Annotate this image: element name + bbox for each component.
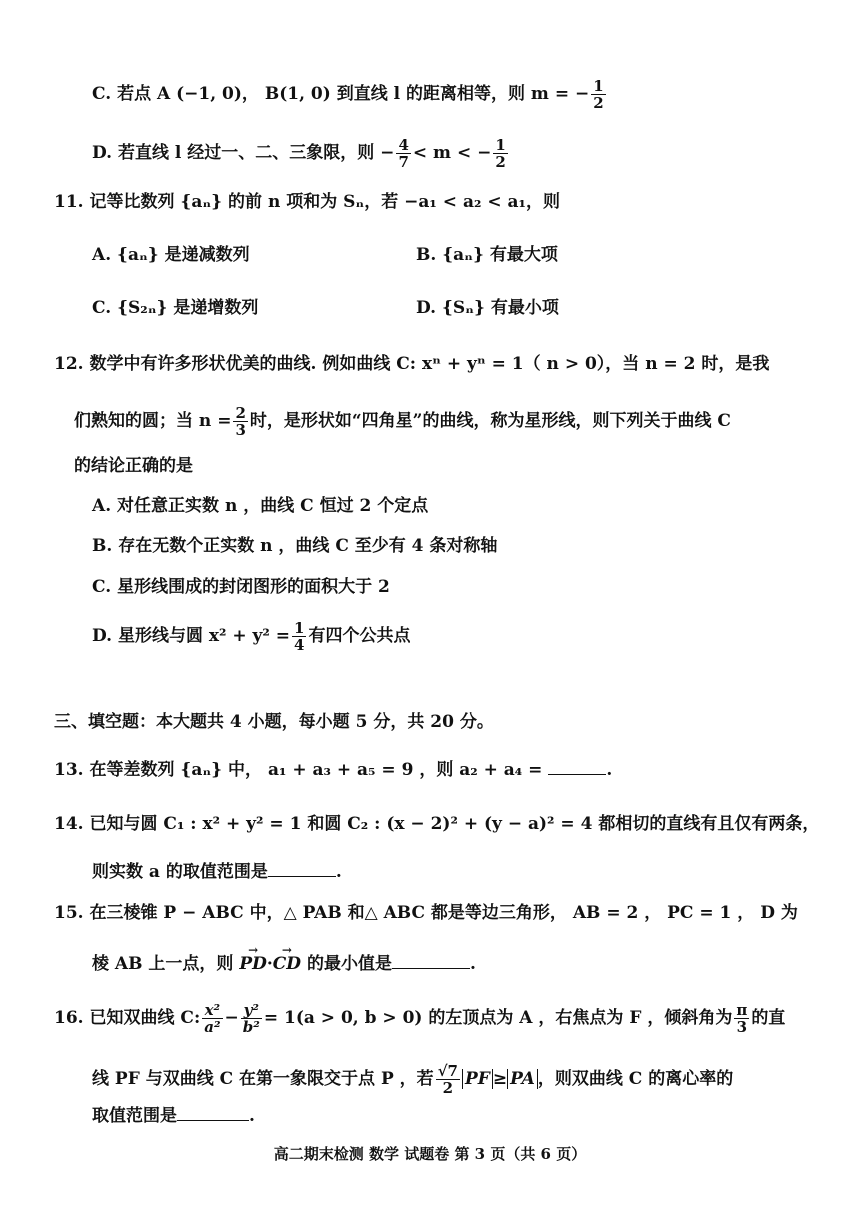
q10-option-d-text: D. 若直线 l 经过一、二、三象限，则 − <box>92 143 395 163</box>
fraction-numerator: 1 <box>495 136 506 154</box>
fraction-numerator: √7 <box>437 1062 458 1080</box>
q12-option-d <box>92 620 410 653</box>
fraction <box>734 1002 749 1035</box>
q14-line1: 14. 已知与圆 C₁ : x² + y² = 1 和圆 C₂ : (x − 2)² + (y − a)² = 4 都相切的直线有且仅有两条， <box>54 814 820 834</box>
q13: 13. 在等差数列 {aₙ} 中， a₁ + a₃ + a₅ = 9 ，则 a₂ + a₄ = . <box>54 760 613 780</box>
q15-line2-pre: 棱 AB 上一点，则 <box>92 954 234 974</box>
q16-line2-pre: 线 PF 与双曲线 C 在第一象限交于点 P ，若 <box>92 1069 434 1089</box>
q12-option-d-pre: D. 星形线与圆 x² + y² = <box>92 626 291 646</box>
q12-stem-line1: 12. 数学中有许多形状优美的曲线. 例如曲线 C: xⁿ + yⁿ = 1（ n > 0），当 n = 2 时，是我 <box>54 354 770 374</box>
abs-pf: PF <box>462 1069 493 1089</box>
q12-stem-line3: 的结论正确的是 <box>74 456 193 476</box>
fraction-numerator: 1 <box>593 77 604 95</box>
fraction-denominator: 2 <box>593 94 604 112</box>
fraction-numerator: π <box>736 1001 748 1019</box>
fraction-denominator: 3 <box>736 1018 748 1036</box>
q16-line3-text: 取值范围是 <box>92 1106 177 1126</box>
dot-operator: · <box>266 954 273 974</box>
fraction-denominator: 3 <box>235 421 246 439</box>
answer-blank <box>268 860 336 877</box>
q15-line2: 棱 AB 上一点，则 → PD·→ CD 的最小值是 . <box>92 952 476 976</box>
q11-option-d: D. {Sₙ} 有最小项 <box>416 298 559 318</box>
q12-option-a: A. 对任意正实数 n ，曲线 C 恒过 2 个定点 <box>92 496 429 516</box>
fraction-denominator: b² <box>242 1018 260 1036</box>
fraction-denominator: a² <box>204 1018 221 1036</box>
q16-line3: 取值范围是 . <box>92 1106 255 1126</box>
fraction-numerator: 1 <box>294 619 305 637</box>
fraction <box>292 620 306 653</box>
fraction-denominator: 2 <box>442 1079 454 1097</box>
section-description: 本大题共 4 小题，每小题 5 分，共 20 分。 <box>156 712 494 732</box>
q12-stem-line2-post: 时，是形状如“四角星”的曲线，称为星形线，则下列关于曲线 C <box>249 411 731 431</box>
q16-line1-post: 的直 <box>751 1008 786 1028</box>
fraction-denominator: 7 <box>398 153 409 171</box>
q12-option-d-post: 有四个公共点 <box>308 626 411 646</box>
q12-option-b: B. 存在无数个正实数 n ，曲线 C 至少有 4 条对称轴 <box>92 536 498 556</box>
q14-line2-text: 则实数 a 的取值范围是 <box>92 862 268 882</box>
q13-text: 13. 在等差数列 {aₙ} 中， a₁ + a₃ + a₅ = 9 ，则 a₂ + a₄ = <box>54 760 543 780</box>
minus-sign: − <box>224 1008 239 1028</box>
fraction-numerator: 4 <box>398 136 409 154</box>
fraction <box>436 1063 460 1096</box>
fraction <box>233 405 247 438</box>
q11-stem: 11. 记等比数列 {aₙ} 的前 n 项和为 Sₙ，若 −a₁ < a₂ < a₁，则 <box>54 192 560 212</box>
q16-line1 <box>54 1002 785 1035</box>
fraction <box>202 1002 222 1035</box>
q11-option-c: C. {S₂ₙ} 是递增数列 <box>92 298 259 318</box>
q16-line2 <box>92 1063 733 1096</box>
q15-line2-post: 的最小值是 <box>306 954 392 974</box>
section-title: 三、填空题： <box>54 712 156 732</box>
answer-blank <box>177 1104 249 1121</box>
q16-line1-mid: = 1(a > 0, b > 0) 的左顶点为 A ，右焦点为 F ，倾斜角为 <box>263 1008 733 1028</box>
q15-line1: 15. 在三棱锥 P − ABC 中，△ PAB 和△ ABC 都是等边三角形， AB = 2 ， PC = 1 ， D 为 <box>54 903 798 923</box>
vector-cd: → CD <box>273 952 301 976</box>
ge-sign: ≥ <box>492 1069 508 1089</box>
fraction-numerator: 2 <box>235 404 246 422</box>
abs-pa: PA <box>507 1069 538 1089</box>
fraction <box>396 137 410 170</box>
fraction-denominator: 4 <box>294 636 305 654</box>
q11-option-b: B. {aₙ} 有最大项 <box>416 245 558 265</box>
fraction-numerator: y² <box>241 1002 262 1019</box>
answer-blank <box>392 952 470 969</box>
vector-pd: → PD <box>239 952 267 976</box>
q16-line1-pre: 16. 已知双曲线 C: <box>54 1008 201 1028</box>
q16-line2-post: ，则双曲线 C 的离心率的 <box>537 1069 734 1089</box>
q12-stem-line2 <box>74 405 731 438</box>
answer-blank <box>548 758 606 775</box>
page-footer: 高二期末检测 数学 试题卷 第 3 页（共 6 页） <box>273 1145 587 1163</box>
q10-option-d-mid: < m < − <box>412 143 492 163</box>
fraction <box>241 1002 262 1035</box>
q12-option-c: C. 星形线围成的封闭图形的面积大于 2 <box>92 577 390 597</box>
q14-line2: 则实数 a 的取值范围是 . <box>92 862 342 882</box>
fraction-denominator: 2 <box>495 153 506 171</box>
q12-stem-line2-pre: 们熟知的圆；当 n = <box>74 411 232 431</box>
fraction <box>591 78 605 111</box>
q11-option-a: A. {aₙ} 是递减数列 <box>92 245 250 265</box>
q10-option-d <box>92 137 510 170</box>
q10-option-c <box>92 78 608 111</box>
fraction <box>493 137 507 170</box>
section-heading <box>54 710 494 734</box>
q10-option-c-text: C. 若点 A (−1, 0)， B(1, 0) 到直线 l 的距离相等，则 m = − <box>92 84 590 104</box>
fraction-numerator: x² <box>202 1002 222 1019</box>
